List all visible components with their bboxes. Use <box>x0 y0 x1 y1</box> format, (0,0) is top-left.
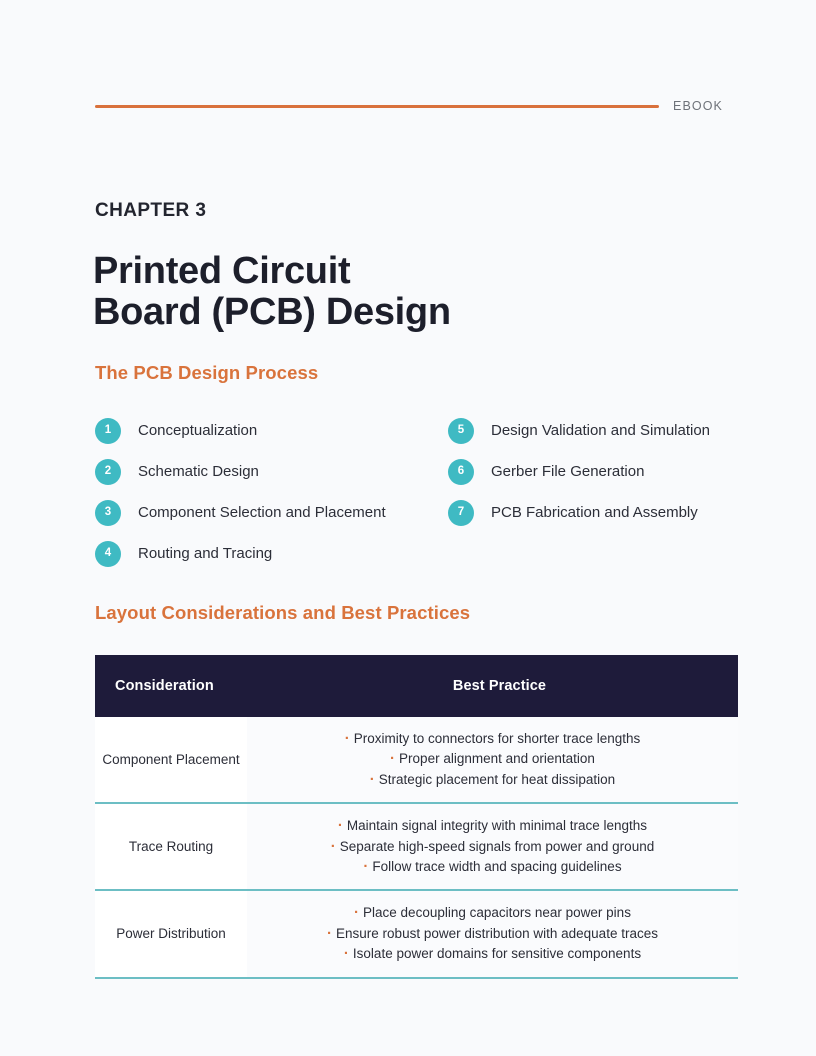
layout-section-heading: Layout Considerations and Best Practices <box>95 602 471 623</box>
step-label: PCB Fabrication and Assembly <box>491 503 698 521</box>
list-item <box>95 451 450 492</box>
cell-best-practice <box>247 891 738 976</box>
document-type-label: EBOOK <box>673 99 723 113</box>
column-header-consideration: Consideration <box>115 678 214 694</box>
step-number-badge: 2 <box>95 459 121 485</box>
list-item <box>448 492 748 533</box>
step-label: Schematic Design <box>138 462 259 480</box>
list-item <box>448 451 748 492</box>
column-header-best-practice: Best Practice <box>452 678 547 694</box>
step-number-badge: 3 <box>95 500 121 526</box>
step-number-badge: 6 <box>448 459 474 485</box>
best-practice-item: · Proximity to connectors for shorter trace lengths <box>345 729 641 749</box>
table-row <box>95 891 738 978</box>
best-practice-item: · Ensure robust power distribution with adequate traces <box>327 924 658 944</box>
step-label: Gerber File Generation <box>491 462 645 480</box>
header-rule-divider <box>95 105 659 108</box>
best-practice-item: · Strategic placement for heat dissipation <box>370 770 615 790</box>
table-row <box>95 717 738 804</box>
chapter-title-line-2: Board (PCB) Design <box>93 291 451 334</box>
best-practice-item: · Follow trace width and spacing guidelines <box>363 857 621 877</box>
list-item <box>448 410 748 451</box>
best-practice-item: · Isolate power domains for sensitive components <box>344 944 641 964</box>
best-practice-item: · Maintain signal integrity with minimal trace lengths <box>338 816 647 836</box>
list-item <box>95 533 450 574</box>
step-number-badge: 7 <box>448 500 474 526</box>
step-number-badge: 1 <box>95 418 121 444</box>
chapter-eyebrow: CHAPTER 3 <box>95 200 207 221</box>
page-header <box>95 100 723 114</box>
best-practice-item: · Place decoupling capacitors near power pins <box>354 903 631 923</box>
chapter-title-line-1: Printed Circuit <box>93 250 351 293</box>
cell-consideration: Trace Routing <box>95 804 247 889</box>
best-practice-item: · Proper alignment and orientation <box>390 749 595 769</box>
best-practice-item: · Separate high-speed signals from power and ground <box>331 837 654 857</box>
cell-best-practice <box>247 717 738 802</box>
cell-consideration: Power Distribution <box>95 891 247 976</box>
list-item <box>95 492 450 533</box>
step-label: Component Selection and Placement <box>138 503 386 521</box>
step-number-badge: 4 <box>95 541 121 567</box>
list-item <box>95 410 450 451</box>
step-label: Routing and Tracing <box>138 544 273 562</box>
cell-best-practice <box>247 804 738 889</box>
table-header-row <box>95 655 738 717</box>
process-list-column-right <box>448 410 748 533</box>
step-number-badge: 5 <box>448 418 474 444</box>
step-label: Design Validation and Simulation <box>491 421 711 439</box>
table-row <box>95 804 738 891</box>
layout-considerations-table <box>95 655 738 979</box>
step-label: Conceptualization <box>138 421 258 439</box>
process-list-column-left <box>95 410 450 574</box>
cell-consideration: Component Placement <box>95 717 247 802</box>
process-section-heading: The PCB Design Process <box>95 362 319 383</box>
page-title <box>93 251 733 332</box>
